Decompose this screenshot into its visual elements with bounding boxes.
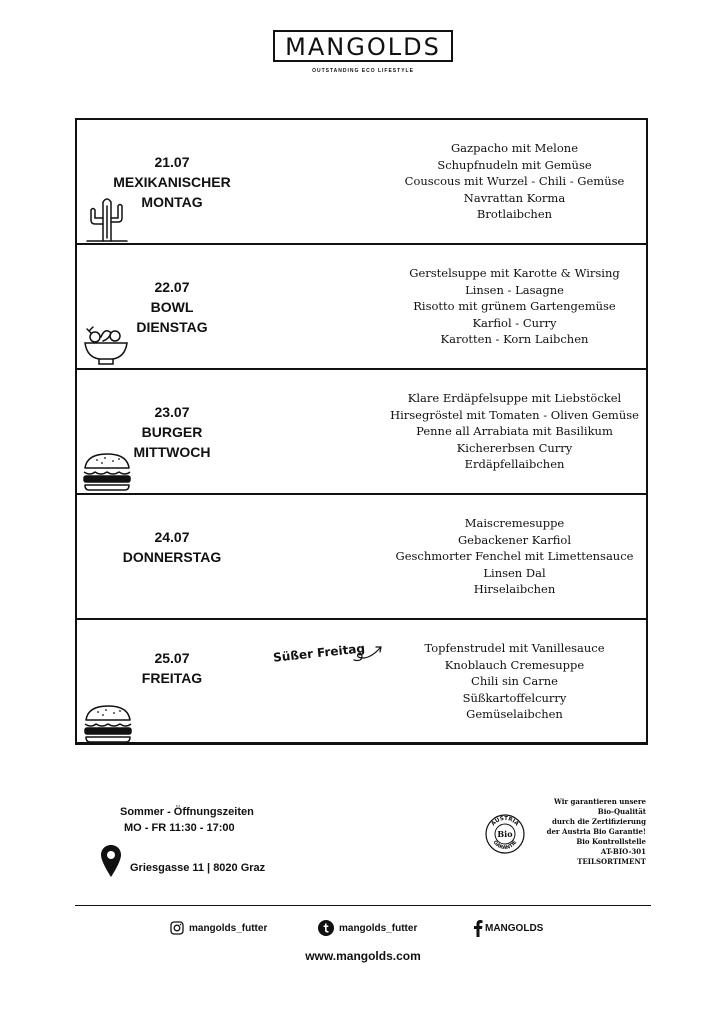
dish-list (377, 390, 652, 473)
logo: MANGOLDS (273, 30, 453, 62)
day-date: 25.07 (154, 650, 190, 666)
bio-line: AT-BIO-301 (600, 847, 646, 856)
day-date: 23.07 (154, 404, 190, 420)
day-label (87, 527, 257, 567)
dish: Schupfnudeln mit Gemüse (437, 157, 592, 172)
header (0, 30, 726, 74)
dish: Risotto mit grünem Gartengemüse (413, 299, 616, 313)
tumblr-handle: mangolds_futter (339, 922, 418, 934)
dish: Topfenstrudel mit Vanillesauce (424, 641, 605, 655)
location-pin-icon (100, 844, 122, 878)
tumblr-link[interactable] (318, 918, 417, 938)
bio-line: durch die Zertifizierung (552, 817, 646, 826)
dish: Couscous mit Wurzel - Chili - Gemüse (404, 174, 625, 188)
day-date: 22.07 (154, 279, 190, 295)
dish: Penne all Arrabiata mit Basilikum (416, 424, 613, 438)
facebook-icon (473, 919, 483, 937)
seal-mid-text: Bio (497, 829, 513, 839)
svg-text:GARANTIE (492, 839, 519, 851)
day-title: FREITAG (141, 670, 203, 686)
dish: Kichererbsen Curry (456, 440, 573, 455)
seal-top-text: AUSTRIA (490, 815, 520, 828)
dish-list (377, 265, 652, 348)
dish: Erdäpfellaibchen (464, 457, 565, 471)
bio-line: Bio-Qualität (597, 807, 646, 816)
dish: Gazpacho mit Melone (451, 141, 578, 155)
hours-title: Sommer - Öffnungszeiten (120, 806, 254, 818)
dish: Navrattan Korma (463, 190, 566, 205)
seal-bottom-text: GARANTIE (491, 839, 519, 852)
bio-line: TEILSORTIMENT (577, 857, 646, 866)
day-row-monday (77, 120, 646, 245)
dish: Chili sin Carne (471, 674, 558, 688)
dish: Gebackener Karfiol (457, 532, 571, 547)
dish: Knoblauch Cremesuppe (444, 657, 585, 672)
day-date: 21.07 (154, 154, 190, 170)
day-row-wednesday (77, 370, 646, 495)
facebook-link[interactable] (473, 918, 543, 938)
day-title: MONTAG (141, 194, 203, 210)
day-title: DONNERSTAG (122, 549, 222, 565)
dish: Hirselaibchen (473, 582, 556, 596)
dish: Karotten - Korn Laibchen (440, 332, 589, 346)
day-title: BURGER (141, 424, 203, 440)
day-row-tuesday (77, 245, 646, 370)
bio-line: Bio Kontrollstelle (576, 837, 646, 846)
dish: Hirsegröstel mit Tomaten - Oliven Gemüse (390, 407, 639, 422)
opening-hours (120, 804, 254, 836)
day-row-thursday (77, 495, 646, 620)
hours-time: MO - FR 11:30 - 17:00 (124, 822, 235, 834)
day-row-friday (77, 620, 646, 744)
dish-list (377, 640, 652, 723)
promo-label: Süßer Freitag (272, 641, 366, 665)
facebook-handle: MANGOLDS (485, 922, 544, 934)
bowl-icon (81, 323, 131, 367)
dish: Gemüselaibchen (466, 707, 563, 721)
address: Griesgasse 11 | 8020 Graz (130, 862, 266, 874)
day-label (87, 648, 257, 688)
burger-icon (82, 704, 134, 744)
dish-list (377, 515, 652, 598)
day-title: MITTWOCH (133, 444, 211, 460)
divider (75, 905, 651, 906)
day-date: 24.07 (154, 529, 190, 545)
tagline: OUTSTANDING ECO LIFESTYLE (312, 68, 414, 74)
tumblr-icon (318, 920, 334, 936)
instagram-link[interactable] (170, 918, 267, 938)
dish: Karfiol - Curry (472, 315, 557, 330)
weekly-menu (75, 118, 648, 745)
day-title: MEXIKANISCHER (113, 174, 231, 190)
bio-line: der Austria Bio Garantie! (546, 827, 646, 836)
instagram-icon (170, 921, 184, 935)
cactus-icon (85, 194, 129, 242)
dish: Brotlaibchen (476, 207, 553, 221)
website-link[interactable]: www.mangolds.com (305, 949, 421, 963)
bio-seal-icon (485, 814, 525, 854)
dish: Gerstelsuppe mit Karotte & Wirsing (409, 266, 620, 280)
burger-icon (81, 452, 133, 492)
dish: Maiscremesuppe (464, 516, 565, 530)
dish: Geschmorter Fenchel mit Limettensauce (395, 549, 634, 563)
bio-line: Wir garantieren unsere (554, 797, 646, 806)
dish-list (377, 140, 652, 223)
dish: Linsen Dal (483, 565, 546, 580)
dish: Klare Erdäpfelsuppe mit Liebstöckel (407, 391, 622, 405)
day-title: BOWL (150, 299, 194, 315)
dish: Linsen - Lasagne (465, 282, 564, 297)
dish: Süßkartoffelcurry (462, 690, 567, 705)
day-title: DIENSTAG (136, 319, 208, 335)
bio-guarantee (547, 797, 646, 867)
instagram-handle: mangolds_futter (189, 922, 268, 934)
